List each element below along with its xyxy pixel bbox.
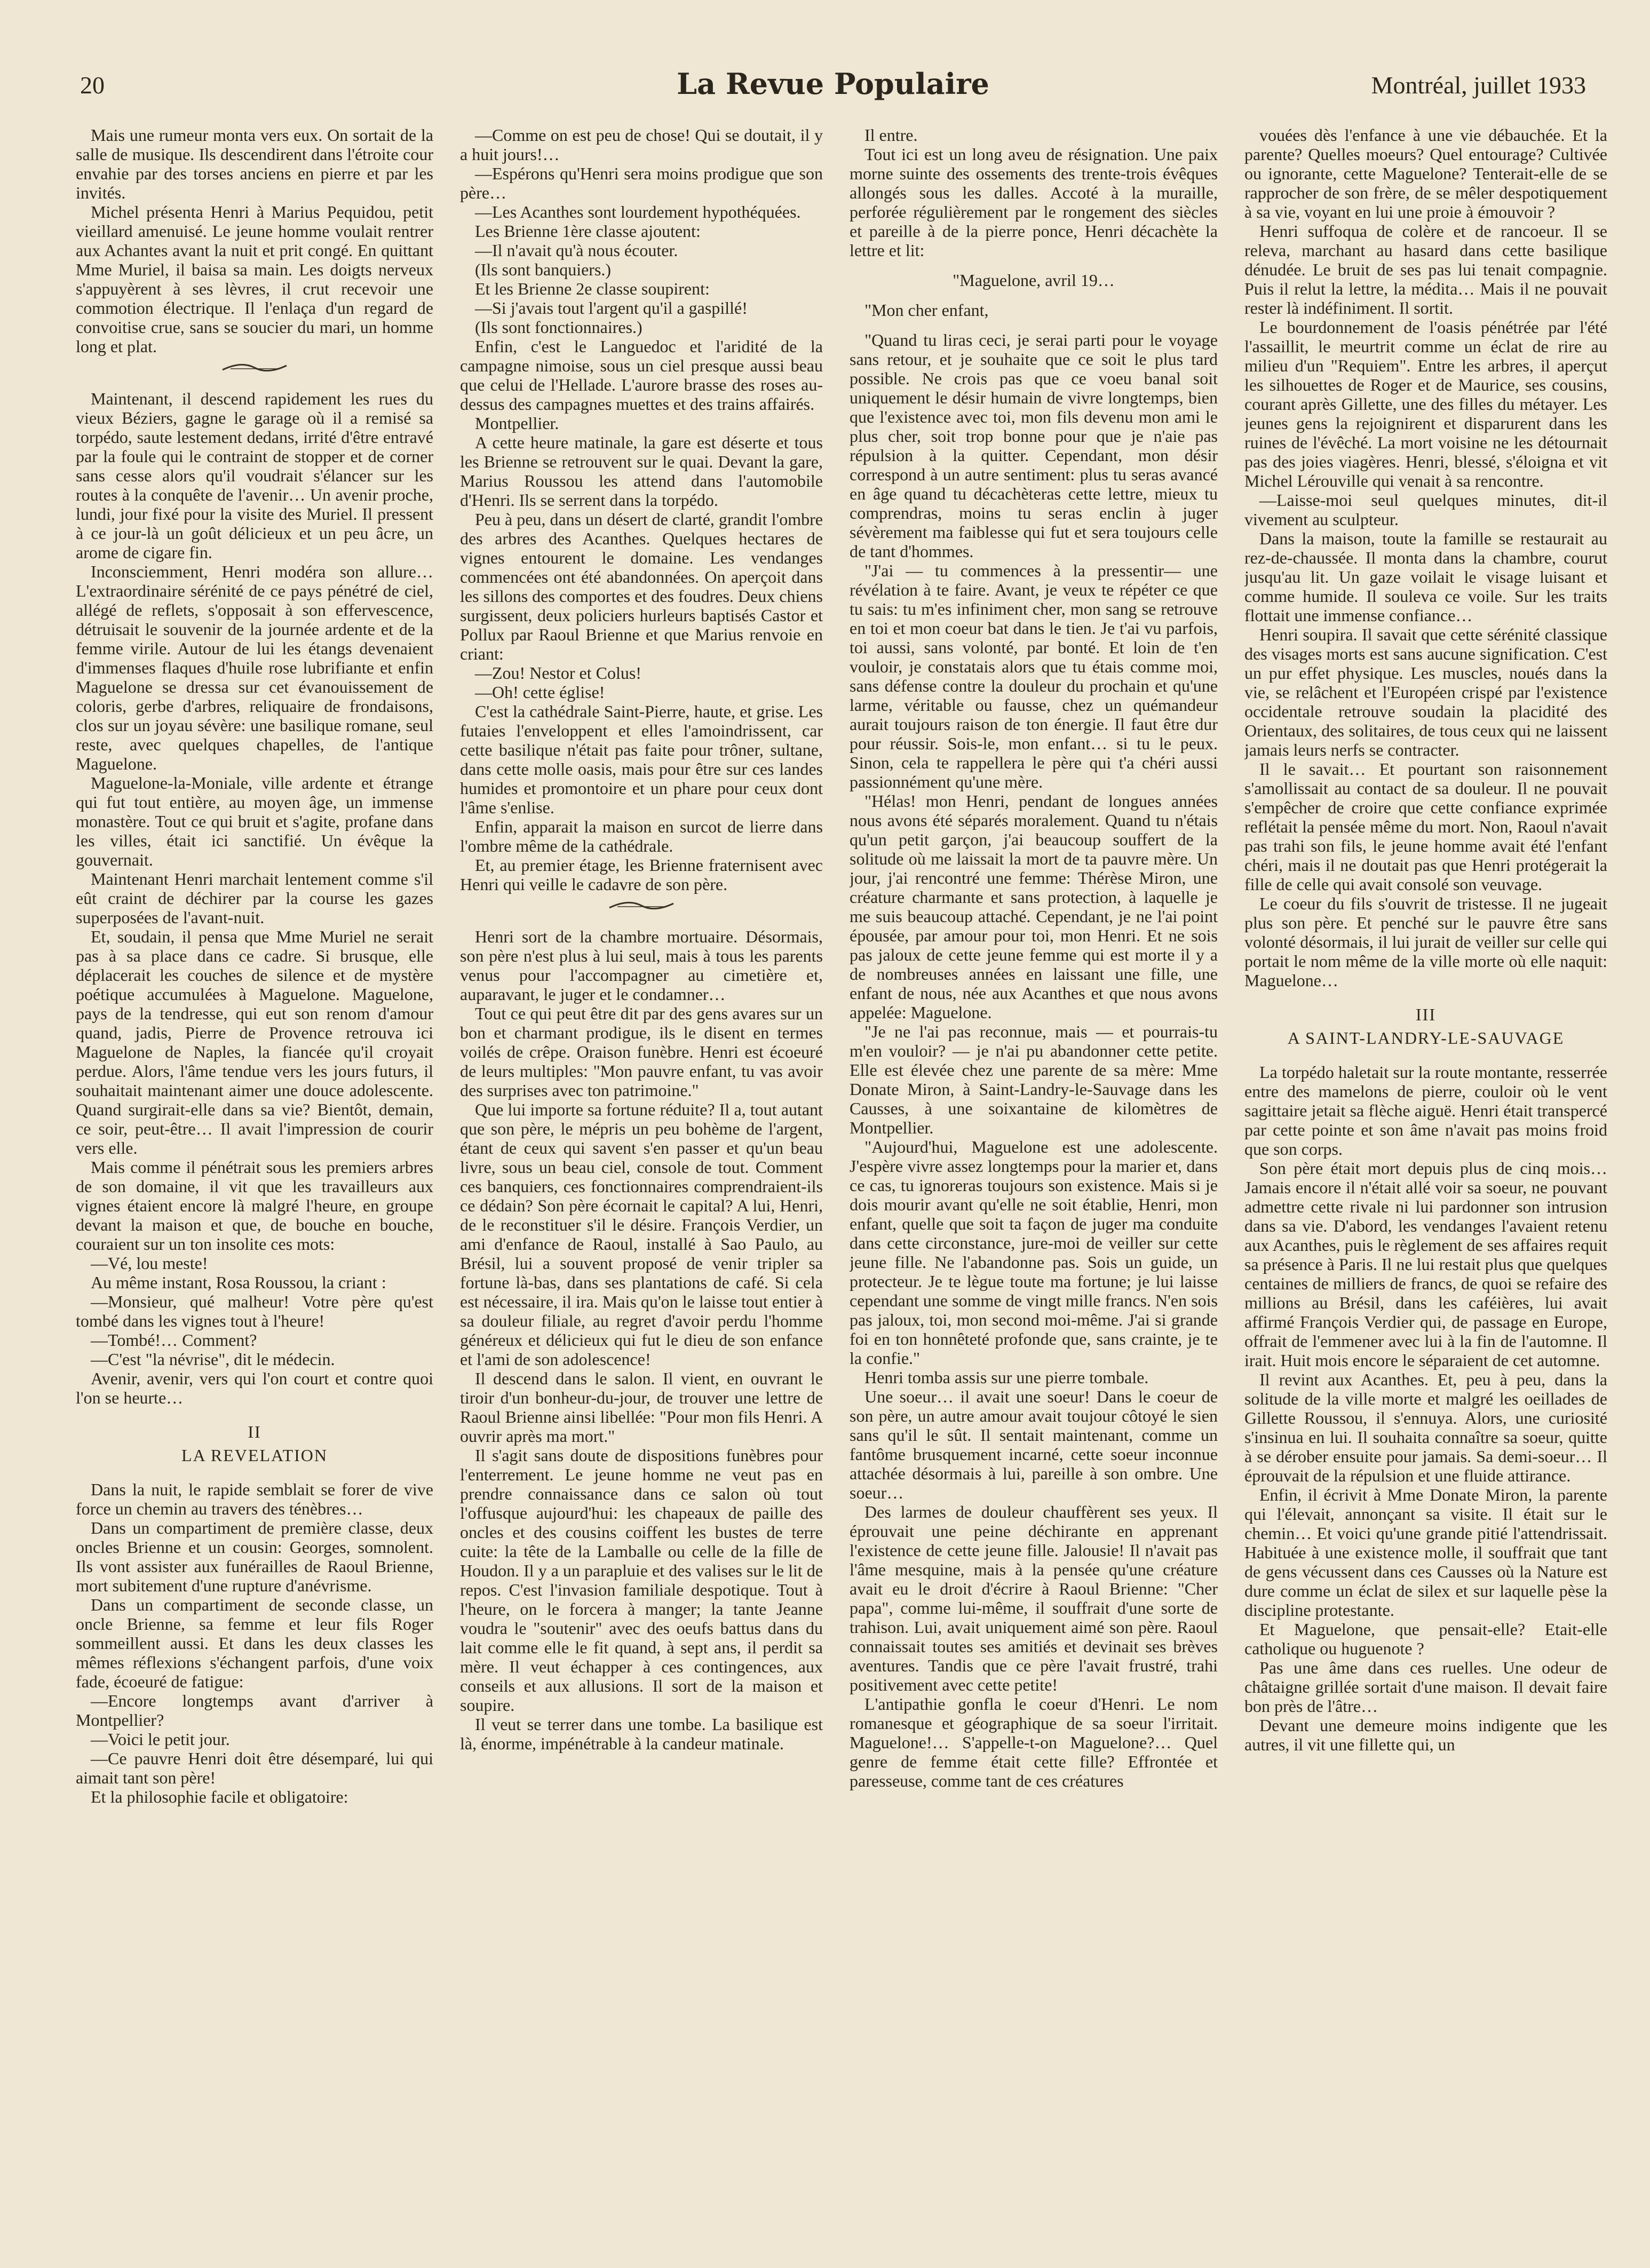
paragraph: Inconsciemment, Henri modéra son allure… L'extraordinaire sérénité de ce pays pénétré de ciel, allégé de reflets, s'opposait à son effervescence, détruisait le souvenir de la journée ardente et de la femme virile. Autour de lui les étangs devenaient d'immenses flaques d'huile rose lubrifiante et enfin Maguelone se dressa sur cet évanouissement de coloris, gerbe d'arbres, reliquaire de frondaisons, clos sur un joyau sévère: une basilique romane, seul reste, avec quelques chapelles, de l'antique Maguelone. (76, 562, 433, 773)
paragraph: —Il n'avait qu'à nous écouter. (475, 241, 678, 260)
paragraph: Une soeur… il avait une soeur! Dans le coeur de son père, un autre amour avait toujour côtoyé le sien sans qu'il le sût. Il sentait maintenant, comme un fantôme brusquement incarné, cette soeur inconnue attachée désormais à lui, pareille à son ombre. Une soeur… (850, 1387, 1218, 1502)
paragraph: Maintenant, il descend rapidement les rues du vieux Béziers, gagne le garage où il a remisé sa torpédo, saute lestement dedans, irrité d'être entravé par la foule qui le contraint de stopper et de corner sans cesse alors qu'il voudrait s'élancer sur les routes à la conquête de l'avenir… Un avenir proche, lundi, jour fixé pour la visite des Muriel. Il pressent à ce jour-là un goût délicieux et un peu âcre, un arome de cigare fin. (76, 389, 433, 562)
paragraph: —Les Acanthes sont lourdement hypothéquées. (475, 202, 801, 221)
paragraph: C'est la cathédrale Saint-Pierre, haute, et grise. Les futaies l'enveloppent et elles l'amoindrissent, car cette basilique n'était pas faite pour trôner, sultane, dans cette molle oasis, mais pour être sur ces landes humides et promontoire et un phare pour ceux dont l'âme s'enlise. (460, 702, 823, 817)
paragraph: Dans un compartiment de première classe, deux oncles Brienne et un cousin: Georges, somnolent. Ils vont assister aux funérailles de Raoul Brienne, mort subitement d'une rupture d'anévrisme. (76, 1518, 433, 1595)
paragraph: —Vé, lou meste! (91, 1254, 208, 1273)
paragraph: Tout ici est un long aveu de résignation. Une paix morne suinte des ossements des trente-trois évêques allongés sous les dalles. Accoté à la muraille, perforée régulièrement par le rongement des siècles et pareille à de la pierre ponce, Henri décachète la lettre et lit: (850, 145, 1218, 260)
paragraph: Et, soudain, il pensa que Mme Muriel ne serait pas à sa place dans ce cadre. Si brusque, elle déplacerait les couches de silence et de mystère poétique accumulées à Maguelone. Maguelone, pays de la tendresse, qui eut son renom d'amour quand, jadis, Pierre de Provence retrouva ici Maguelone de Naples, la fiancée qu'il croyait perdue. Alors, l'âme tendue vers les jours futurs, il souhaitait maintenant aimer une douce adolescente. Quand surgirait-elle dans sa vie? Bientôt, demain, ce soir, peut-être… Il avait l'impression de courir vers elle. (76, 927, 433, 1157)
paragraph: —Ce pauvre Henri doit être désemparé, lui qui aimait tant son père! (76, 1749, 433, 1787)
issue-date: Montréal, juillet 1933 (1371, 72, 1586, 99)
paragraph: —Laisse-moi seul quelques minutes, dit-il vivement au sculpteur. (1244, 490, 1607, 529)
section-divider-ornament (220, 361, 289, 374)
paragraph: Il s'agit sans doute de dispositions funèbres pour l'enterrement. Le jeune homme ne veut pas en prendre connaissance dans ce salon où tout l'offusque aujourd'hui: les chapeaux de paille des oncles et des cousins coiffent les bustes de terre cuite: la tête de la Lamballe ou celle de la fille de Houdon. Il y a un parapluie et des valises sur le lit de repos. C'est l'invasion familiale despotique. Tout à l'heure, on le forcera à manger; la tante Jeanne voudra le "soutenir" avec des oeufs battus dans du lait comme elle le fit quand, à sept ans, il perdit sa mère. Il veut échapper à ces contingences, aux conseils et aux allusions. Il sort de la maison et soupire. (460, 1446, 823, 1715)
column-3 (850, 125, 1218, 2223)
paragraph: Au même instant, Rosa Roussou, la criant : (91, 1273, 386, 1292)
paragraph: Il revint aux Acanthes. Et, peu à peu, dans la solitude de la ville morte et malgré les oeillades de Gillette Roussou, il s'ennuya. Alors, une curiosité s'insinua en lui. Il souhaita connaître sa soeur, quitte à se dérober ensuite pour jamais. Sa demi-soeur… Il éprouvait de la répulsion et une fluide attirance. (1244, 1370, 1607, 1485)
paragraph: —Espérons qu'Henri sera moins prodigue que son père… (460, 164, 823, 202)
paragraph: "Aujourd'hui, Maguelone est une adolescente. J'espère vivre assez longtemps pour la marier et, dans ce cas, tu ignoreras toujours son existence. Mais si je dois mourir avant qu'elle ne soit établie, Henri, mon enfant, quelle que soit ta façon de juger ma conduite dans cette circonstance, jure-moi de veiller sur cette jeune fille. Ne l'abandonne pas. Sois un guide, un protecteur. Je te lègue toute ma fortune; je lui laisse cependant une somme de vingt mille francs. N'en sois pas jaloux, toi, mon second moi-même. J'ai si grande foi en ton honnêteté profonde que, sans crainte, je te la confie." (850, 1137, 1218, 1368)
paragraph: —Zou! Nestor et Colus! (475, 663, 641, 683)
paragraph: Peu à peu, dans un désert de clarté, grandit l'ombre des arbres des Acanthes. Quelques hectares de vignes entourent le domaine. Les vendanges commencées ont été abandonnées. On aperçoit dans les sillons des comportes et des foudres. Deux chiens surgissent, deux policiers hurleurs baptisés Castor et Pollux par Raoul Brienne et que Marius renvoie en criant: (460, 510, 823, 663)
paragraph: Et la philosophie facile et obligatoire: (91, 1787, 348, 1806)
paragraph: Il entre. (864, 125, 918, 145)
paragraph: Maintenant Henri marchait lentement comme s'il eût craint de déchirer par la course les gazes superposées de l'avant-nuit. (76, 869, 433, 927)
paragraph: Michel présenta Henri à Marius Pequidou, petit vieillard amenuisé. Le jeune homme voulait rentrer aux Achantes avant la nuit et prit congé. En quittant Mme Muriel, il baisa sa main. Les doigts nerveux s'appuyèrent à ses lèvres, il crut recevoir une commotion électrique. Il l'enlaça d'un regard de convoitise crue, sans se soucier du mari, un homme long et plat. (76, 202, 433, 356)
paragraph: —Oh! cette église! (475, 683, 605, 702)
paragraph: —Si j'avais tout l'argent qu'il a gaspillé! (475, 298, 748, 318)
paragraph: Dans la nuit, le rapide semblait se forer de vive force un chemin au travers des ténèbres… (76, 1480, 433, 1518)
paragraph: Mais comme il pénétrait sous les premiers arbres de son domaine, il vit que les travailleurs aux vignes étaient encore là malgré l'heure, en groupe devant la maison et que, de bouche en bouche, couraient sur un ton insolite ces mots: (76, 1157, 433, 1254)
paragraph: Et, au premier étage, les Brienne fraternisent avec Henri qui veille le cadavre de son père. (460, 855, 823, 894)
page-header (80, 67, 1586, 104)
paragraph: A cette heure matinale, la gare est déserte et tous les Brienne se retrouvent sur le quai. Devant la gare, Marius Roussou les attend dans l'automobile d'Henri. Ils se serrent dans la torpédo. (460, 433, 823, 510)
paragraph: Et Maguelone, que pensait-elle? Etait-elle catholique ou huguenote ? (1244, 1620, 1607, 1658)
paragraph: Il veut se terrer dans une tombe. La basilique est là, énorme, impénétrable à la candeur matinale. (460, 1715, 823, 1753)
paragraph: "Je ne l'ai pas reconnue, mais — et pourrais-tu m'en vouloir? — je n'ai pu abandonner cette petite. Elle est élevée chez une parente de sa mère: Mme Donate Miron, à Saint-Landry-le-Sauvage dans les Causses, à une soixantaine de kilomètres de Montpellier. (850, 1022, 1218, 1137)
paragraph: Des larmes de douleur chauffèrent ses yeux. Il éprouvait une peine déchirante en apprenant l'existence de cette jeune fille. Jalousie! Il n'avait pas l'âme mesquine, mais à la pensée qu'une créature avait eu le droit d'écrire à Raoul Brienne: "Cher papa", comme lui-même, il souffrait d'une sorte de trahison. Lui, avait uniquement aimé son père. Raoul connaissait toutes ses amitiés et devinait ses brèves aventures. Tandis que ce père l'avait frustré, trahi positivement avec cette petite! (850, 1502, 1218, 1694)
magazine-title: La Revue Populaire (677, 67, 989, 101)
letter-dateline: "Maguelone, avril 19… (953, 271, 1115, 290)
paragraph: Il le savait… Et pourtant son raisonnement s'amollissait au contact de sa douleur. Il ne pouvait s'empêcher de croire que cette confiance exprimée reflétait la pensée même du mort. Non, Raoul n'avait pas trahi son fils, le jeune homme avait été l'enfant chéri, mais il ne doutait pas que Henri protégerait la fille de celle qui avait consolé son veuvage. (1244, 759, 1607, 894)
column-4 (1244, 125, 1607, 2223)
paragraph: Tout ce qui peut être dit par des gens avares sur un bon et charmant prodigue, ils le disent en termes voilés de crêpe. Oraison funèbre. Henri est écoeuré de leurs multiples: "Mon pauvre enfant, tu vas avoir des surprises avec ton patrimoine." (460, 1004, 823, 1100)
column-1 (76, 125, 433, 2223)
paragraph: Enfin, c'est le Languedoc et l'aridité de la campagne nimoise, sous un ciel presque aussi beau que celui de l'Hellade. L'aurore brasse des roses au-dessus des campagnes muettes et des trains affairés. (460, 337, 823, 414)
paragraph: vouées dès l'enfance à une vie débauchée. Et la parente? Quelles moeurs? Quel entourage? Cultivée ou ignorante, cette Maguelone? Tenterait-elle de se rapprocher de son frère, de se mêler despotiquement à sa vie, voyant en lui une proie à émouvoir ? (1244, 125, 1607, 221)
paragraph: Enfin, il écrivit à Mme Donate Miron, la parente qui l'élevait, annonçant sa visite. Il était sur le chemin… Et voici qu'une grande pitié l'attendrissait. Habituée à une existence molle, il souffrait que tant de gens vécussent dans ces Causses où la Nature est dure comme un éclat de silex et sur laquelle pèse la discipline protestante. (1244, 1485, 1607, 1620)
section-number: III (1416, 1005, 1436, 1024)
paragraph: Henri suffoqua de colère et de rancoeur. Il se releva, marchant au hasard dans cette basilique dénudée. Le bruit de ses pas lui tenait compagnie. Puis il relut la lettre, la médita… Mais il ne pouvait rester là indéfiniment. Il sortit. (1244, 221, 1607, 318)
paragraph: —Comme on est peu de chose! Qui se doutait, il y a huit jours!… (460, 125, 823, 164)
paragraph: —Voici le petit jour. (91, 1730, 230, 1749)
paragraph: Dans un compartiment de seconde classe, un oncle Brienne, sa femme et leur fils Roger sommeillent aussi. Et dans les deux classes les mêmes réflexions s'échangent parfois, d'une voix fade, écoeuré de fatigue: (76, 1595, 433, 1691)
page-number: 20 (80, 72, 105, 99)
paragraph: Son père était mort depuis plus de cinq mois… Jamais encore il n'était allé voir sa soeur, ne pouvant admettre cette rivale ni lui pardonner son intrusion dans sa vie. D'abord, les vendanges l'avaient retenu aux Acanthes, puis le règlement de ses affaires requit sa présence à Paris. Il ne lui restait plus que quelques centaines de milliers de francs, de quoi se refaire des millions au Brésil, dans les caféières, lui avait affirmé François Verdier qui, de passage en Europe, offrait de l'emmener avec lui à la fin de l'automne. Il irait. Huit mois encore le séparaient de cet automne. (1244, 1159, 1607, 1370)
paragraph: La torpédo haletait sur la route montante, resserrée entre des mamelons de pierre, couloir où le vent sagittaire jetait sa flèche aiguë. Henri était transpercé par cette pointe et son âme n'avait pas moins froid que son corps. (1244, 1062, 1607, 1159)
paragraph: Devant une demeure moins indigente que les autres, il vit une fillette qui, un (1244, 1716, 1607, 1754)
paragraph: Et les Brienne 2e classe soupirent: (475, 279, 710, 298)
column-2 (460, 125, 823, 2223)
paragraph: Que lui importe sa fortune réduite? Il a, tout autant que son père, le mépris un peu bohème de l'argent, étant de ceux qui savent s'en passer et qu'un beau livre, sous un beau ciel, console de tout. Comment ces banquiers, ces fonctionnaires comprendraient-ils ce dédain? Son père écornait le capital? A lui, Henri, de le reconstituer s'il le désire. François Verdier, un ami d'enfance de Raoul, installé à Sao Paulo, au Brésil, lui a souvent proposé de venir tripler sa fortune là-bas, dans ses plantations de café. Si cela est nécessaire, il ira. Mais qu'on le laisse tout entier à sa douleur filiale, au regret d'avoir perdu l'homme généreux et délicieux qui fut le dieu de son enfance et l'ami de son adolescence! (460, 1100, 823, 1369)
paragraph: L'antipathie gonfla le coeur d'Henri. Le nom romanesque et géographique de sa soeur l'irritait. Maguelone!… S'appelle-t-on Maguelone?… Quel genre de femme était cette fille? Effrontée et paresseuse, comme tant de ces créatures (850, 1694, 1218, 1790)
paragraph: Henri soupira. Il savait que cette sérénité classique des visages morts est sans aucune signification. C'est un pur effet physique. Les muscles, noués dans la vie, se relâchent et l'Européen crispé par l'existence occidentale retrouve soudain la placidité des Orientaux, des solitaires, de tous ceux qui ne laissent jamais leurs nerfs se contracter. (1244, 625, 1607, 759)
paragraph: "J'ai — tu commences à la pressentir— une révélation à te faire. Avant, je veux te répéter ce que tu sais: tu m'es infiniment cher, mon sang se retrouve en toi et mon coeur bat dans le tien. Je t'ai vu parfois, toi aussi, sans volonté, par bonté. Et loin de t'en vouloir, je constatais alors que tu étais comme moi, sans défense contre la douleur du prochain et qu'une larme, véritable ou fausse, chez un quémandeur aurait toujours raison de ton énergie. Il faut être dur pour réussir. Sois-le, mon enfant… si tu le peux. Sinon, cela te rappellera le père qui t'a chéri aussi passionnément qu'une mère. (850, 561, 1218, 791)
paragraph: Maguelone-la-Moniale, ville ardente et étrange qui fut tout entière, au moyen âge, un immense monastère. Tout ce qui bruit et s'agite, profane dans les villes, était ici sanctifié. Un évêque la gouvernait. (76, 773, 433, 869)
paragraph: —C'est "la névrise", dit le médecin. (91, 1350, 335, 1369)
section-title: LA REVELATION (181, 1446, 328, 1465)
paragraph: Pas une âme dans ces ruelles. Une odeur de châtaigne grillée sortait d'une maison. Il devait faire bon près de l'âtre… (1244, 1658, 1607, 1716)
paragraph: Avenir, avenir, vers qui l'on court et contre quoi l'on se heurte… (76, 1369, 433, 1407)
paragraph: Le bourdonnement de l'oasis pénétrée par l'été l'assaillit, le meurtrit comme un éclat de rire au milieu d'un "Requiem". Entre les arbres, il aperçut les silhouettes de Roger et de Maurice, ses cousins, courant après Gillette, une des filles du métayer. Les jeunes gens la rejoignirent et disparurent dans les ruines de l'évêché. La mort voisine ne les détournait pas des joies viagères. Henri, blessé, s'éloigna et vit Michel Lérouville qui venait à sa rencontre. (1244, 318, 1607, 490)
paragraph: —Encore longtemps avant d'arriver à Montpellier? (76, 1691, 433, 1730)
paragraph: —Tombé!… Comment? (91, 1330, 257, 1350)
paragraph: Il descend dans le salon. Il vient, en ouvrant le tiroir d'un bonheur-du-jour, de trouver une lettre de Raoul Brienne ainsi libellée: "Pour mon fils Henri. A ouvrir après ma mort." (460, 1369, 823, 1446)
paragraph: Henri tomba assis sur une pierre tombale. (864, 1368, 1149, 1387)
section-title: A SAINT-LANDRY-LE-SAUVAGE (1287, 1028, 1565, 1048)
paragraph: (Ils sont banquiers.) (475, 260, 612, 279)
paragraph: Enfin, apparait la maison en surcot de lierre dans l'ombre même de la cathédrale. (460, 817, 823, 855)
paragraph: Dans la maison, toute la famille se restaurait au rez-de-chaussée. Il monta dans la chambre, courut jusqu'au lit. Un gaze voilait le visage luisant et comme humide. Il souleva ce voile. Sur les traits flottait une immense confiance… (1244, 529, 1607, 625)
section-number: II (248, 1422, 261, 1441)
paragraph: "Quand tu liras ceci, je serai parti pour le voyage sans retour, et je souhaite que ce soit le plus tard possible. Ne crois pas que ce voeu banal soit uniquement le désir humain de vivre longtemps, bien que l'existence avec toi, mon fils devenu mon ami le plus cher, soit trop bonne pour que je n'aie pas répulsion à la quitter. Cependant, mon désir correspond à un autre sentiment: plus tu seras avancé en âge quand tu décachèteras cette lettre, mieux tu comprendras, moins tu seras enclin à juger sévèrement ma faiblesse qui fut et sera toujours celle de tant d'hommes. (850, 330, 1218, 561)
paragraph: (Ils sont fonctionnaires.) (475, 318, 642, 337)
paragraph: Le coeur du fils s'ouvrit de tristesse. Il ne jugeait plus son père. Et penché sur le pauvre être sans volonté désormais, il lui jurait de veiller sur celle qui portait le nom même de la ville morte où elle naquit: Maguelone… (1244, 894, 1607, 990)
paragraph: Henri sort de la chambre mortuaire. Désormais, son père n'est plus à lui seul, mais à tous les parents venus pour l'accompagner au cimetière et, auparavant, le juger et le condamner… (460, 927, 823, 1004)
letter-salutation: "Mon cher enfant, (864, 300, 989, 320)
section-divider-ornament (607, 899, 676, 912)
paragraph: Montpellier. (475, 414, 559, 433)
paragraph: Les Brienne 1ère classe ajoutent: (475, 221, 701, 241)
paragraph: Mais une rumeur monta vers eux. On sortait de la salle de musique. Ils descendirent dans l'étroite cour envahie par des torses anciens en pierre et par les invités. (76, 125, 433, 202)
paragraph: "Hélas! mon Henri, pendant de longues années nous avons été séparés moralement. Quand tu n'étais qu'un petit garçon, j'ai beaucoup souffert de la solitude où me laissait la mort de ta pauvre mère. Un jour, j'ai rencontré une femme: Thérèse Miron, une créature charmante et sans protection, à laquelle je me suis beaucoup attaché. Cependant, je ne l'ai point épousée, par amour pour toi, mon Henri. Et ne sois pas jaloux de cette jeune femme qui est morte il y a de nombreuses années en laissant une fille, une enfant de nous, née aux Acanthes et que nous avons appelée: Maguelone. (850, 791, 1218, 1022)
paragraph: —Monsieur, qué malheur! Votre père qu'est tombé dans les vignes tout à l'heure! (76, 1292, 433, 1330)
